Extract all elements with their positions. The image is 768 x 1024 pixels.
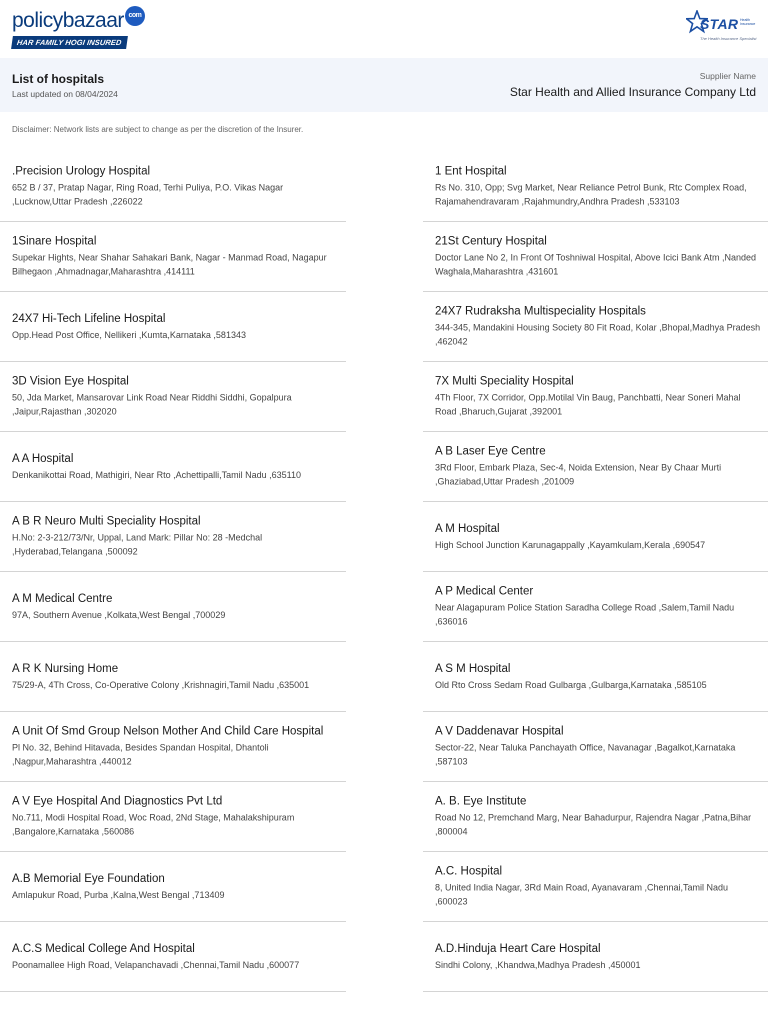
hospital-address: No.711, Modi Hospital Road, Woc Road, 2Nd Stage, Mahalakshipuram ,Bangalore,Karnataka ,560086 bbox=[12, 812, 295, 837]
hospital-entry bbox=[423, 502, 768, 572]
hospital-entry bbox=[0, 502, 346, 572]
hospital-name: A P Medical Center bbox=[435, 585, 534, 597]
hospital-name: A B R Neuro Multi Speciality Hospital bbox=[12, 515, 201, 527]
hospital-entry bbox=[423, 292, 768, 362]
hospital-entry-content bbox=[12, 451, 340, 482]
hospital-address: 652 B / 37, Pratap Nagar, Ring Road, Terhi Puliya, P.O. Vikas Nagar ,Lucknow,Uttar Pradesh ,226022 bbox=[12, 182, 284, 207]
hospital-entry bbox=[0, 782, 346, 852]
logo-com-badge: com bbox=[125, 6, 145, 26]
policybazaar-logo[interactable] bbox=[12, 10, 145, 50]
hospital-address: 97A, Southern Avenue ,Kolkata,West Bengal ,700029 bbox=[12, 609, 226, 620]
star-small-text: Health Insurance bbox=[740, 18, 756, 26]
hospital-entry-content bbox=[435, 374, 763, 419]
hospital-list-left bbox=[0, 152, 346, 992]
hospital-address: High School Junction Karunagappally ,Kayamkulam,Kerala ,690547 bbox=[435, 539, 706, 550]
hospital-name: 24X7 Hi-Tech Lifeline Hospital bbox=[12, 312, 166, 325]
hospital-entry-content bbox=[435, 521, 763, 552]
top-bar bbox=[0, 0, 768, 58]
hospital-entry bbox=[0, 572, 346, 642]
hospital-name: A R K Nursing Home bbox=[12, 662, 119, 675]
hospital-name: A M Hospital bbox=[435, 522, 500, 535]
hospital-entry bbox=[423, 642, 768, 712]
hospital-entry-content bbox=[435, 304, 763, 349]
last-updated: Last updated on 08/04/2024 bbox=[12, 89, 118, 99]
hospital-name: 24X7 Rudraksha Multispeciality Hospitals bbox=[435, 305, 646, 317]
hospital-entry-content bbox=[12, 871, 340, 902]
hospital-address: Doctor Lane No 2, In Front Of Toshniwal Hospital, Above Icici Bank Atm ,Nanded Waghala,Maharashtra ,431601 bbox=[435, 252, 756, 277]
hospital-entry-content bbox=[12, 234, 340, 279]
hospital-address: Near Alagapuram Police Station Saradha College Road ,Salem,Tamil Nadu ,636016 bbox=[435, 602, 735, 627]
hospital-name: A.D.Hinduja Heart Care Hospital bbox=[435, 942, 601, 955]
hospital-entry-content bbox=[12, 591, 340, 622]
hospital-entry-content bbox=[12, 661, 340, 692]
hospital-entry-content bbox=[435, 444, 763, 489]
hospital-address: Denkanikottai Road, Mathigiri, Near Rto ,Achettipalli,Tamil Nadu ,635110 bbox=[12, 469, 301, 480]
hospital-entry-content bbox=[435, 661, 763, 692]
hospital-address: Amlapukur Road, Purba ,Kalna,West Bengal ,713409 bbox=[12, 889, 225, 900]
hospital-name: A Unit Of Smd Group Nelson Mother And Child Care Hospital bbox=[12, 725, 324, 737]
hospital-address: Opp.Head Post Office, Nellikeri ,Kumta,Karnataka ,581343 bbox=[12, 329, 246, 340]
logo-part-2: bazaar bbox=[62, 9, 124, 32]
hospital-entry-content bbox=[12, 514, 340, 559]
hospital-name: A. B. Eye Institute bbox=[435, 795, 527, 807]
hospital-name: A.C.S Medical College And Hospital bbox=[12, 942, 195, 955]
hospital-entry bbox=[423, 572, 768, 642]
hospital-address: Sector-22, Near Taluka Panchayath Office, Navanagar ,Bagalkot,Karnataka ,587103 bbox=[435, 742, 736, 767]
hospital-entry-content bbox=[435, 234, 763, 279]
hospital-entry-content bbox=[435, 941, 763, 972]
hospital-entry bbox=[423, 712, 768, 782]
disclaimer: Disclaimer: Network lists are subject to change as per the discretion of the Insurer. bbox=[12, 125, 304, 134]
hospital-name: A S M Hospital bbox=[435, 662, 511, 675]
hospital-entry bbox=[0, 712, 346, 782]
hospital-entry bbox=[423, 362, 768, 432]
hospital-entry bbox=[0, 852, 346, 922]
hospital-entry-content bbox=[12, 724, 340, 769]
hospital-address: Supekar Hights, Near Shahar Sahakari Bank, Nagar - Manmad Road, Nagapur Bilhegaon ,Ahmadnagar,Maharashtra ,414111 bbox=[12, 252, 327, 277]
page-title: List of hospitals bbox=[12, 72, 105, 86]
hospital-entry bbox=[423, 432, 768, 502]
hospital-name: A M Medical Centre bbox=[12, 592, 113, 605]
hospital-name: A V Eye Hospital And Diagnostics Pvt Ltd bbox=[12, 795, 223, 807]
hospital-address: Poonamallee High Road, Velapanchavadi ,Chennai,Tamil Nadu ,600077 bbox=[12, 959, 300, 970]
hospital-name: 1 Ent Hospital bbox=[435, 165, 507, 177]
hospital-entry bbox=[423, 782, 768, 852]
hospital-entry-content bbox=[12, 794, 340, 839]
hospital-entry-content bbox=[435, 724, 763, 769]
logo-tagline: HAR FAMILY HOGI INSURED bbox=[11, 36, 127, 49]
hospital-address: 50, Jda Market, Mansarovar Link Road Near Riddhi Siddhi, Gopalpura ,Jaipur,Rajasthan ,302020 bbox=[12, 392, 292, 417]
hospital-entry-content bbox=[435, 164, 763, 209]
hospital-entry bbox=[0, 642, 346, 712]
hospital-name: A A Hospital bbox=[12, 452, 74, 465]
hospital-address: 4Th Floor, 7X Corridor, Opp.Motilal Vin Baug, Panchbatti, Near Soneri Mahal Road ,Bharuch,Gujarat ,392001 bbox=[435, 392, 741, 417]
hospital-name: A.B Memorial Eye Foundation bbox=[12, 872, 165, 885]
star-health-logo bbox=[686, 10, 758, 44]
hospital-name: .Precision Urology Hospital bbox=[12, 165, 151, 177]
hospital-entry bbox=[0, 362, 346, 432]
star-wordmark: STAR bbox=[700, 16, 739, 32]
hospital-entry bbox=[0, 922, 346, 992]
hospital-name: A V Daddenavar Hospital bbox=[435, 725, 564, 737]
hospital-list-right bbox=[423, 152, 768, 992]
hospital-name: A.C. Hospital bbox=[435, 865, 503, 877]
hospital-address: 75/29-A, 4Th Cross, Co-Operative Colony ,Krishnagiri,Tamil Nadu ,635001 bbox=[12, 679, 310, 690]
logo-part-1: policy bbox=[12, 9, 63, 32]
hospital-address: Rs No. 310, Opp; Svg Market, Near Reliance Petrol Bunk, Rtc Complex Road, Rajamahendravaram ,Rajahmundry,Andhra Pradesh ,533103 bbox=[435, 182, 747, 207]
hospital-entry bbox=[0, 222, 346, 292]
hospital-address: 3Rd Floor, Embark Plaza, Sec-4, Noida Extension, Near By Chaar Murti ,Ghaziabad,Uttar Pradesh ,201009 bbox=[435, 462, 722, 487]
hospital-entry-content bbox=[12, 164, 340, 209]
hospital-address: Old Rto Cross Sedam Road Gulbarga ,Gulbarga,Karnataka ,585105 bbox=[435, 679, 707, 690]
supplier-name: Star Health and Allied Insurance Company Ltd bbox=[509, 85, 756, 99]
hospital-name: 21St Century Hospital bbox=[435, 235, 547, 247]
hospital-entry-content bbox=[435, 584, 763, 629]
hospital-entry bbox=[423, 222, 768, 292]
hospital-address: 344-345, Mandakini Housing Society 80 Fit Road, Kolar ,Bhopal,Madhya Pradesh ,462042 bbox=[435, 322, 761, 347]
hospital-entry bbox=[423, 852, 768, 922]
hospital-name: A B Laser Eye Centre bbox=[435, 445, 546, 457]
hospital-address: Pl No. 32, Behind Hitavada, Besides Spandan Hospital, Dhantoli ,Nagpur,Maharashtra ,440012 bbox=[12, 742, 269, 767]
hospital-entry bbox=[423, 922, 768, 992]
hospital-entry-content bbox=[12, 311, 340, 342]
hospital-address: 8, United India Nagar, 3Rd Main Road, Ayanavaram ,Chennai,Tamil Nadu ,600023 bbox=[435, 882, 729, 907]
logo-wordmark bbox=[12, 10, 145, 32]
hospital-entry bbox=[0, 152, 346, 222]
hospital-entry-content bbox=[435, 864, 763, 909]
hospital-address: Sindhi Colony, ,Khandwa,Madhya Pradesh ,450001 bbox=[435, 959, 641, 970]
list-info-band bbox=[0, 58, 768, 112]
hospital-name: 1Sinare Hospital bbox=[12, 235, 97, 247]
hospital-entry bbox=[423, 152, 768, 222]
hospital-entry bbox=[0, 292, 346, 362]
star-subtitle: The Health Insurance Specialist bbox=[700, 36, 757, 41]
hospital-name: 3D Vision Eye Hospital bbox=[12, 375, 129, 387]
hospital-name: 7X Multi Speciality Hospital bbox=[435, 375, 574, 387]
hospital-entry-content bbox=[435, 794, 763, 839]
supplier-label: Supplier Name bbox=[699, 71, 756, 81]
hospital-address: Road No 12, Premchand Marg, Near Bahadurpur, Rajendra Nagar ,Patna,Bihar ,800004 bbox=[435, 812, 752, 837]
hospital-entry bbox=[0, 432, 346, 502]
hospital-address: H.No: 2-3-212/73/Nr, Uppal, Land Mark: Pillar No: 28 -Medchal ,Hyderabad,Telangana ,500092 bbox=[12, 532, 263, 557]
hospital-entry-content bbox=[12, 941, 340, 972]
hospital-entry-content bbox=[12, 374, 340, 419]
